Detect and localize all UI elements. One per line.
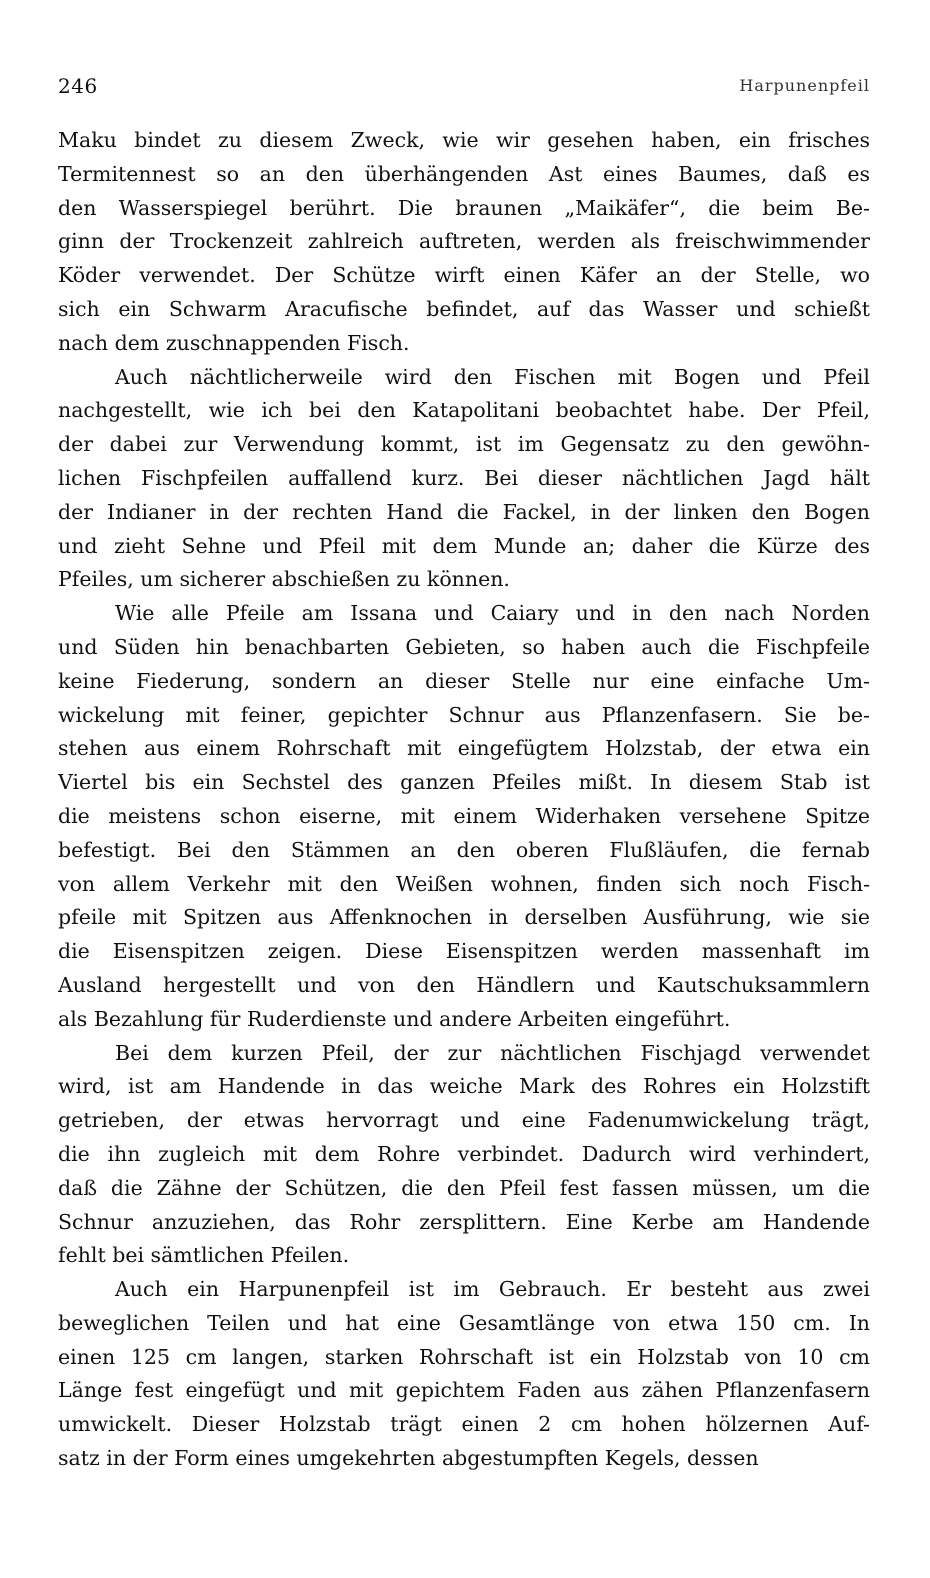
text-line: Wie alle Pfeile am Issana und Caiary und in den nach Norden — [115, 601, 870, 626]
paragraph — [58, 361, 870, 598]
text-line: umwickelt. Dieser Holzstab trägt einen 2 cm hohen hölzernen Auf- — [58, 1412, 870, 1437]
text-line: als Bezahlung für Ruderdienste und andere Arbeiten eingeführt. — [58, 1006, 731, 1031]
text-line: nach dem zuschnappenden Fisch. — [58, 330, 410, 355]
running-title: Harpunenpfeil — [739, 76, 870, 95]
text-line: sich ein Schwarm Aracufische befindet, auf das Wasser und schießt — [58, 296, 870, 321]
text-line: Maku bindet zu diesem Zweck, wie wir gesehen haben, ein frisches — [58, 128, 870, 152]
text-line: nachgestellt, wie ich bei den Katapolitani beobachtet habe. Der Pfeil, — [58, 398, 870, 423]
text-line: Viertel bis ein Sechstel des ganzen Pfeiles mißt. In diesem Stab ist — [58, 770, 870, 795]
text-line: den Wasserspiegel berührt. Die braunen „Maikäfer“, die beim Be- — [58, 195, 870, 220]
text-line: fehlt bei sämtlichen Pfeilen. — [58, 1243, 350, 1268]
text-line: satz in der Form eines umgekehrten abgestumpften Kegels, dessen — [58, 1446, 759, 1471]
text-line: Bei dem kurzen Pfeil, der zur nächtlichen Fischjagd verwendet — [115, 1040, 870, 1065]
text-line: Auch ein Harpunenpfeil ist im Gebrauch. Er besteht aus zwei — [115, 1277, 870, 1302]
text-line: Schnur anzuziehen, das Rohr zersplittern. Eine Kerbe am Handende — [58, 1209, 870, 1234]
paragraph — [58, 1273, 870, 1476]
text-line: die ihn zugleich mit dem Rohre verbindet. Dadurch wird verhindert, — [58, 1141, 870, 1166]
page-number: 246 — [58, 74, 98, 98]
text-line: die meistens schon eiserne, mit einem Widerhaken versehene Spitze — [58, 803, 870, 828]
text-line: pfeile mit Spitzen aus Affenknochen in derselben Ausführung, wie sie — [58, 905, 870, 930]
text-line: und zieht Sehne und Pfeil mit dem Munde an; daher die Kürze des — [58, 533, 870, 558]
text-line: Köder verwendet. Der Schütze wirft einen Käfer an der Stelle, wo — [58, 263, 870, 288]
text-line: beweglichen Teilen und hat eine Gesamtlänge von etwa 150 cm. In — [58, 1310, 870, 1335]
text-line: lichen Fischpfeilen auffallend kurz. Bei dieser nächtlichen Jagd hält — [58, 465, 870, 490]
text-line: getrieben, der etwas hervorragt und eine Fadenumwickelung trägt, — [58, 1108, 870, 1133]
paragraph — [58, 124, 870, 361]
text-line: die Eisenspitzen zeigen. Diese Eisenspitzen werden massenhaft im — [58, 939, 870, 964]
text-line: Auch nächtlicherweile wird den Fischen mit Bogen und Pfeil — [115, 364, 870, 389]
paragraph — [58, 1037, 870, 1274]
text-line: Termitennest so an den überhängenden Ast eines Baumes, daß es — [58, 161, 870, 186]
text-line: von allem Verkehr mit den Weißen wohnen, finden sich noch Fisch- — [58, 871, 870, 896]
text-line: der Indianer in der rechten Hand die Fackel, in der linken den Bogen — [58, 499, 870, 524]
text-line: Ausland hergestellt und von den Händlern und Kautschuksammlern — [58, 972, 870, 997]
text-line: der dabei zur Verwendung kommt, ist im Gegensatz zu den gewöhn- — [58, 432, 870, 457]
running-head — [58, 74, 870, 102]
text-line: befestigt. Bei den Stämmen an den oberen Flußläufen, die fernab — [58, 837, 870, 862]
text-line: wird, ist am Handende in das weiche Mark des Rohres ein Holzstift — [58, 1074, 870, 1099]
text-line: keine Fiederung, sondern an dieser Stelle nur eine einfache Um- — [58, 668, 870, 693]
text-line: Länge fest eingefügt und mit gepichtem Faden aus zähen Pflanzenfasern — [58, 1378, 870, 1403]
text-line: wickelung mit feiner, gepichter Schnur aus Pflanzenfasern. Sie be- — [58, 702, 870, 727]
body-text — [58, 124, 870, 1476]
text-line: daß die Zähne der Schützen, die den Pfeil fest fassen müssen, um die — [58, 1175, 870, 1200]
text-line: einen 125 cm langen, starken Rohrschaft ist ein Holzstab von 10 cm — [58, 1344, 870, 1369]
text-line: ginn der Trockenzeit zahlreich auftreten, werden als freischwimmender — [58, 229, 870, 254]
text-line: stehen aus einem Rohrschaft mit eingefügtem Holzstab, der etwa ein — [58, 736, 870, 761]
paragraph — [58, 597, 870, 1036]
text-line: Pfeiles, um sicherer abschießen zu können. — [58, 567, 510, 592]
text-line: und Süden hin benachbarten Gebieten, so haben auch die Fischpfeile — [58, 634, 870, 659]
